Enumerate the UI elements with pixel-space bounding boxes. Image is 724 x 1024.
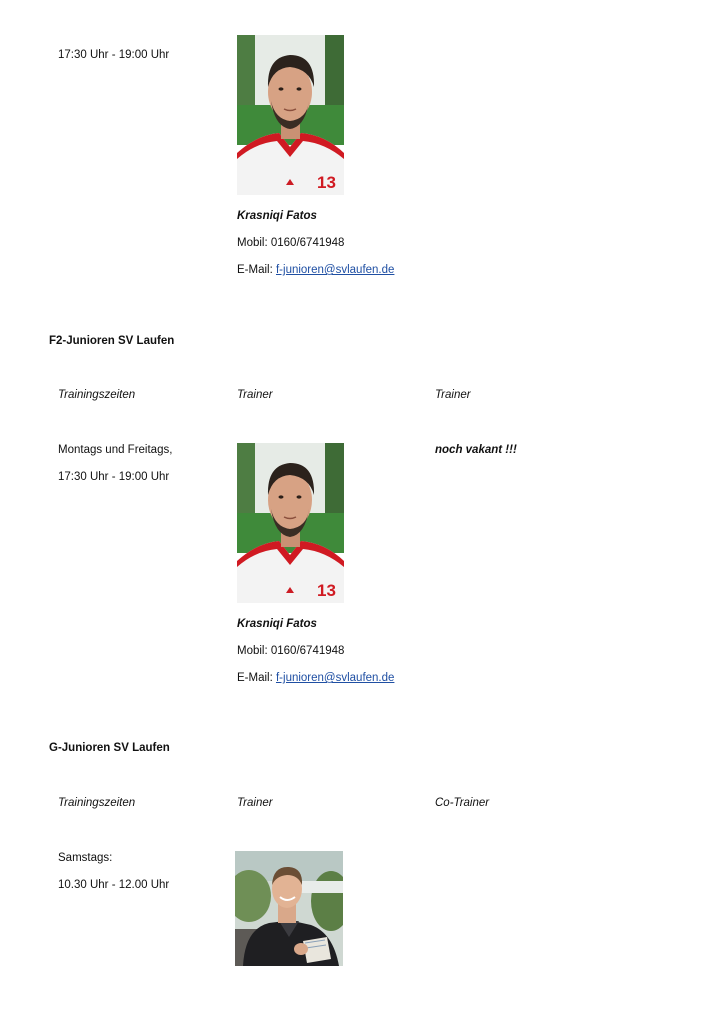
training-time-f2: 17:30 Uhr - 19:00 Uhr (58, 471, 170, 483)
trainer-photo-krasniqi-fatos (237, 35, 344, 195)
training-time-g: 10.30 Uhr - 12.00 Uhr (58, 879, 170, 891)
trainer-email-row-f1 (237, 263, 394, 277)
section-title-g: G-Junioren SV Laufen (49, 742, 170, 754)
trainer-mobile-f1: Mobil: 0160/6741948 (237, 237, 345, 249)
training-time-f1: 17:30 Uhr - 19:00 Uhr (58, 49, 170, 61)
header-trainingszeiten-g: Trainingszeiten (58, 797, 136, 809)
email-label: E-Mail: (237, 264, 276, 276)
trainer-email-row-f2 (237, 671, 394, 685)
email-label: E-Mail: (237, 672, 276, 684)
trainer-photo-krasniqi-fatos-f2 (237, 443, 344, 603)
training-days-f2: Montags und Freitags, (58, 444, 173, 456)
trainer-name-f2: Krasniqi Fatos (237, 618, 317, 630)
trainer-mobile-f2: Mobil: 0160/6741948 (237, 645, 345, 657)
header-co-trainer-g: Co-Trainer (435, 797, 490, 809)
email-link-f2[interactable]: f-junioren@svlaufen.de (275, 672, 395, 684)
section-title-f2: F2-Junioren SV Laufen (49, 335, 175, 347)
header-trainer2-f2: Trainer (435, 389, 471, 401)
training-days-g: Samstags: (58, 852, 113, 864)
jersey-number-icon: 13 (317, 173, 336, 192)
trainer-name-f1: Krasniqi Fatos (237, 210, 317, 222)
trainer-photo-g (235, 851, 343, 966)
email-link-f1[interactable]: f-junioren@svlaufen.de (275, 264, 395, 276)
header-trainer-g: Trainer (237, 797, 273, 809)
header-trainer-f2: Trainer (237, 389, 273, 401)
header-trainingszeiten-f2: Trainingszeiten (58, 389, 136, 401)
jersey-number-icon: 13 (317, 581, 336, 600)
second-trainer-vacant-f2: noch vakant !!! (435, 444, 517, 456)
